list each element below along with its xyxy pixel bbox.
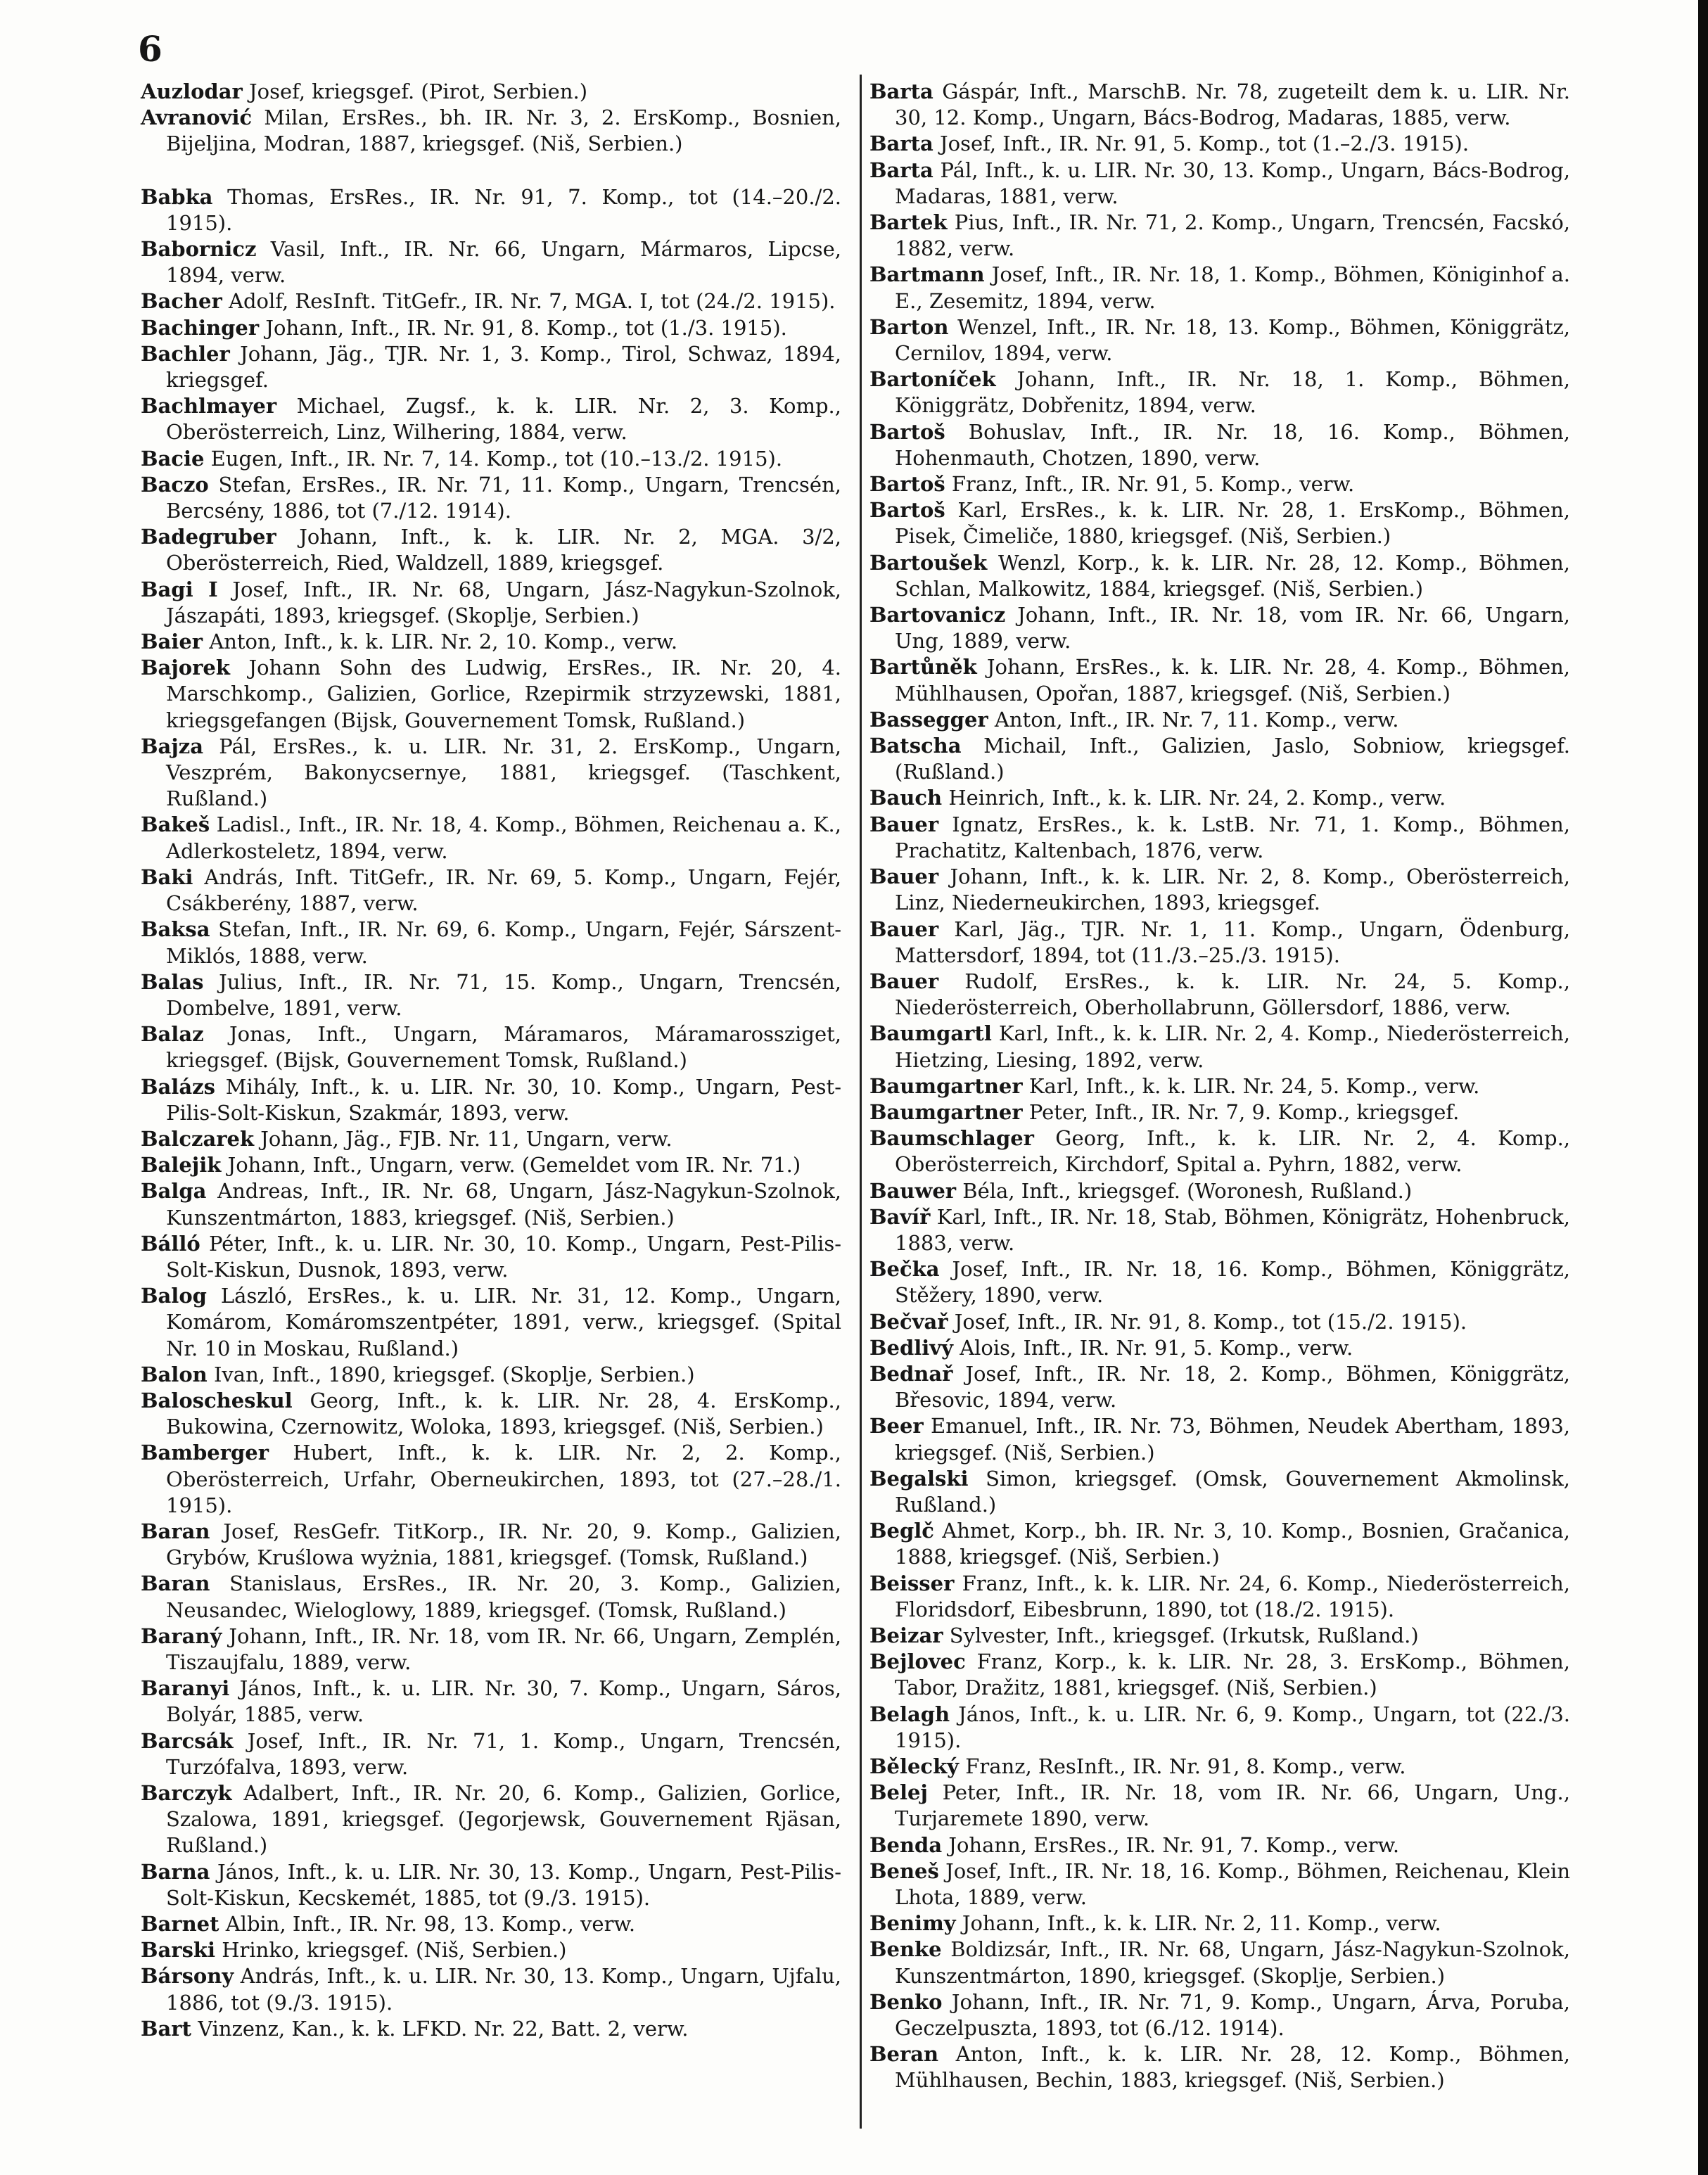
entry-surname: Barta [869,158,933,182]
entry-details: Anton, Inft., k. k. LIR. Nr. 28, 12. Komp., Böhmen, Mühlhausen, Bechin, 1883, kriegsgef. (Niš, Serbien.) [895,2042,1570,2093]
entry-surname: Beran [869,2042,939,2067]
entry-details: Albin, Inft., IR. Nr. 98, 13. Komp., verw. [219,1912,636,1937]
register-entry [141,1388,841,1440]
register-entry [141,1126,841,1152]
entry-surname: Avranović [141,106,253,130]
entry-details: András, Inft., k. u. LIR. Nr. 30, 13. Komp., Ungarn, Ujfalu, 1886, tot (9./3. 1915). [166,1964,841,2015]
register-entry [141,315,841,341]
entry-details: Josef, Inft., IR. Nr. 18, 16. Komp., Böhmen, Königgrätz, Stěžery, 1890, verw. [895,1257,1570,1308]
entry-details: Franz, Inft., IR. Nr. 91, 5. Komp., verw. [945,472,1355,497]
entry-details: Johann Sohn des Ludwig, ErsRes., IR. Nr. 20, 4. Marschkomp., Galizien, Gorlice, Rzepirmik strzyzewski, 1881, kriegsgefangen (Bijsk, Gouvernement Tomsk, Rußland.) [166,656,841,732]
right-column [869,79,1570,2094]
register-entry [141,105,841,157]
entry-surname: Baloscheskul [141,1388,293,1412]
register-entry [141,1440,841,1519]
register-entry [869,785,1570,811]
entry-details: Anton, Inft., IR. Nr. 7, 11. Komp., verw. [988,707,1399,732]
entry-surname: Bart [141,2016,191,2041]
entry-surname: Baran [141,1519,210,1543]
register-entry [141,446,841,472]
entry-surname: Bartoníček [869,367,996,392]
entry-details: Hrinko, kriegsgef. (Niš, Serbien.) [215,1938,567,1963]
entry-surname: Barnet [141,1912,219,1937]
entry-details: Boldizsár, Inft., IR. Nr. 68, Ungarn, Jász-Nagykun-Szolnok, Kunszentmárton, 1890, kriegsgef. (Skoplje, Serbien.) [895,1937,1570,1988]
register-entry [869,471,1570,497]
register-entry [869,1832,1570,1858]
register-entry [869,1361,1570,1413]
entry-details: János, Inft., k. u. LIR. Nr. 30, 7. Komp., Ungarn, Sáros, Bolyár, 1885, verw. [166,1676,841,1727]
entry-surname: Bartovanicz [869,603,1006,627]
register-entry [141,1780,841,1859]
entry-details: Heinrich, Inft., k. k. LIR. Nr. 24, 2. Komp., verw. [942,786,1446,810]
entry-details: Pál, ErsRes., k. u. LIR. Nr. 31, 2. ErsKomp., Ungarn, Veszprém, Bakonycsernye, 1881, kriegsgef. (Taschkent, Rußland.) [166,734,841,811]
entry-details: Karl, ErsRes., k. k. LIR. Nr. 28, 1. ErsKomp., Böhmen, Pisek, Čimeliče, 1880, kriegsgef. (Niš, Serbien.) [895,498,1570,549]
register-entry [869,79,1570,131]
register-entry [869,158,1570,210]
entry-details: Johann, Inft., IR. Nr. 18, vom IR. Nr. 66, Ungarn, Ung, 1889, verw. [895,603,1570,653]
entry-surname: Baksa [141,917,210,942]
entry-details: Stefan, ErsRes., IR. Nr. 71, 11. Komp., Ungarn, Trencsén, Bercsény, 1886, tot (7./12. 1914). [166,472,841,523]
entry-surname: Auzlodar [141,79,243,103]
register-entry [141,1728,841,1780]
entry-surname: Babka [141,184,213,209]
entry-surname: Benimy [869,1911,956,1936]
entry-details: Johann, Inft., k. k. LIR. Nr. 2, MGA. 3/2, Oberösterreich, Ried, Waldzell, 1889, kriegsgef. [166,525,841,575]
register-entry [869,1413,1570,1465]
entry-details: Johann, ErsRes., k. k. LIR. Nr. 28, 4. Komp., Böhmen, Mühlhausen, Opořan, 1887, kriegsgef. (Niš, Serbien.) [895,655,1570,706]
entry-details: Franz, Korp., k. k. LIR. Nr. 28, 3. ErsKomp., Böhmen, Tabor, Dražitz, 1881, kriegsgef. (Niš, Serbien.) [895,1650,1570,1700]
register-entry [869,602,1570,654]
register-entry [869,1099,1570,1125]
entry-surname: Bartůněk [869,655,977,680]
entry-surname: Baumgartner [869,1073,1023,1098]
entry-surname: Bachler [141,341,230,366]
register-entry [141,1963,841,2015]
register-entry [869,1911,1570,1937]
entry-details: Josef, Inft., IR. Nr. 18, 1. Komp., Böhmen, Königinhof a. E., Zesemitz, 1894, verw. [895,262,1570,313]
entry-surname: Bacher [141,289,222,314]
register-entry [141,1519,841,1571]
register-entry [869,1780,1570,1832]
entry-details: Pius, Inft., IR. Nr. 71, 2. Komp., Ungarn, Trencsén, Facskó, 1882, verw. [895,210,1570,261]
entry-details: Péter, Inft., k. u. LIR. Nr. 30, 10. Komp., Ungarn, Pest-Pilis-Solt-Kiskun, Dusnok, 1893, verw. [166,1231,841,1282]
register-entry [869,1518,1570,1570]
entry-details: Peter, Inft., IR. Nr. 7, 9. Komp., kriegsgef. [1022,1099,1460,1124]
entry-details: László, ErsRes., k. u. LIR. Nr. 31, 12. Komp., Ungarn, Komárom, Komáromszentpéter, 1891, verw., kriegsgef. (Spital Nr. 10 in Moskau, Rußland.) [166,1284,841,1360]
register-entry [141,629,841,655]
register-entry [869,314,1570,366]
entry-surname: Bečka [869,1257,940,1282]
register-entry [869,131,1570,157]
entry-surname: Bálló [141,1231,200,1256]
entry-surname: Bartoš [869,498,945,523]
entry-details: Johann, Inft., IR. Nr. 71, 9. Komp., Ungarn, Árva, Poruba, Geczelpuszta, 1893, tot (6./12. 1914). [895,1989,1570,2041]
register-entry [141,79,841,105]
entry-surname: Baumgartl [869,1021,992,1046]
entry-details: Johann, Inft., IR. Nr. 18, vom IR. Nr. 66, Ungarn, Zemplén, Tiszaujfalu, 1889, verw. [166,1624,841,1674]
entry-details: Vasil, Inft., IR. Nr. 66, Ungarn, Mármaros, Lipcse, 1894, verw. [166,237,841,288]
register-entry [869,1937,1570,1989]
entry-details: Johann, Inft., IR. Nr. 18, 1. Komp., Böhmen, Königgrätz, Dobřenitz, 1894, verw. [895,367,1570,418]
entry-details: Simon, kriegsgef. (Omsk, Gouvernement Akmolinsk, Rußland.) [895,1466,1570,1517]
entry-details: Johann, Inft., IR. Nr. 91, 8. Komp., tot (1./3. 1915). [259,315,787,340]
entry-surname: Balog [141,1284,207,1308]
entry-surname: Bartmann [869,262,985,287]
register-entry [141,1152,841,1178]
entry-surname: Bedlivý [869,1335,953,1360]
register-entry [869,210,1570,262]
register-entry [869,1073,1570,1099]
register-entry [869,497,1570,549]
entry-details: Jonas, Inft., Ungarn, Máramaros, Máramarossziget, kriegsgef. (Bijsk, Gouvernement Tomsk, Rußland.) [166,1022,841,1073]
entry-surname: Bakeš [141,812,210,837]
entry-details: Karl, Inft., k. k. LIR. Nr. 24, 5. Komp., verw. [1022,1073,1480,1098]
register-entry [869,654,1570,706]
register-entry [141,1676,841,1728]
register-entry [141,1362,841,1388]
entry-details: Karl, Inft., k. k. LIR. Nr. 2, 4. Komp., Niederösterreich, Hietzing, Liesing, 1892, verw. [895,1021,1570,1072]
entry-surname: Babornicz [141,237,257,262]
entry-surname: Bajza [141,734,204,758]
entry-details: Josef, ResGefr. TitKorp., IR. Nr. 20, 9. Komp., Galizien, Grybów, Kruślowa wyżnia, 1881, kriegsgef. (Tomsk, Rußland.) [166,1519,841,1570]
entry-details: Hubert, Inft., k. k. LIR. Nr. 2, 2. Komp., Oberösterreich, Urfahr, Oberneukirchen, 1893, tot (27.–28./1. 1915). [166,1441,841,1517]
entry-details: Johann, Jäg., TJR. Nr. 1, 3. Komp., Tirol, Schwaz, 1894, kriegsgef. [166,341,841,393]
register-entry [869,1754,1570,1780]
entry-details: Johann, Jäg., FJB. Nr. 11, Ungarn, verw. [254,1126,673,1151]
register-entry [141,2016,841,2042]
register-entry [141,812,841,864]
entry-surname: Bartoušek [869,550,988,575]
entry-details: Andreas, Inft., IR. Nr. 68, Ungarn, Jász-Nagykun-Szolnok, Kunszentmárton, 1883, kriegsgef. (Niš, Serbien.) [166,1179,841,1230]
register-entry [141,734,841,812]
entry-surname: Benko [869,1989,943,2014]
entry-surname: Beizar [869,1623,943,1647]
entry-details: Adolf, ResInft. TitGefr., IR. Nr. 7, MGA. I, tot (24./2. 1915). [222,289,836,314]
entry-details: Ladisl., Inft., IR. Nr. 18, 4. Komp., Böhmen, Reichenau a. K., Adlerkosteletz, 1894, verw. [166,812,841,863]
entry-details: Gáspár, Inft., MarschB. Nr. 78, zugeteilt dem k. u. LIR. Nr. 30, 12. Komp., Ungarn, Bács-Bodrog, Madaras, 1885, verw. [895,79,1570,130]
entry-surname: Bejlovec [869,1650,966,1674]
entry-surname: Bassegger [869,707,988,732]
entry-surname: Barski [141,1938,216,1963]
entry-surname: Bauch [869,786,943,810]
entry-details: Wenzl, Korp., k. k. LIR. Nr. 28, 12. Komp., Böhmen, Schlan, Malkowitz, 1884, kriegsgef. (Niš, Serbien.) [895,550,1570,601]
entry-surname: Balon [141,1362,208,1386]
entry-details: Michail, Inft., Galizien, Jaslo, Sobniow, kriegsgef. (Rußland.) [895,734,1570,784]
register-entry [869,1649,1570,1701]
entry-details: János, Inft., k. u. LIR. Nr. 6, 9. Komp., Ungarn, tot (22./3. 1915). [895,1702,1570,1752]
entry-details: Stanislaus, ErsRes., IR. Nr. 20, 3. Komp., Galizien, Neusandec, Wieloglowy, 1889, kriegsgef. (Tomsk, Rußland.) [166,1571,841,1622]
register-entry [869,419,1570,471]
register-entry [869,812,1570,864]
register-entry [141,1178,841,1230]
register-entry [869,917,1570,969]
entry-details: Josef, Inft., IR. Nr. 91, 8. Komp., tot (15./2. 1915). [948,1309,1467,1334]
entry-surname: Beisser [869,1571,955,1595]
entry-details: Eugen, Inft., IR. Nr. 7, 14. Komp., tot (10.–13./2. 1915). [204,446,783,471]
register-entry [141,1571,841,1623]
entry-details: Bohuslav, Inft., IR. Nr. 18, 16. Komp., Böhmen, Hohenmauth, Chotzen, 1890, verw. [895,419,1570,470]
entry-surname: Bachinger [141,315,260,340]
entry-surname: Baran [141,1571,210,1596]
entry-surname: Bamberger [141,1441,269,1465]
entry-surname: Baier [141,630,203,654]
register-entry [141,1074,841,1126]
register-entry [869,1178,1570,1204]
entry-surname: Badegruber [141,525,276,549]
entry-details: Karl, Jäg., TJR. Nr. 1, 11. Komp., Ungarn, Ödenburg, Mattersdorf, 1894, tot (11./3.–25./3. 1915). [895,917,1570,967]
register-entry [141,472,841,524]
entry-surname: Baumschlager [869,1126,1034,1151]
entry-details: Thomas, ErsRes., IR. Nr. 91, 7. Komp., tot (14.–20./2. 1915). [166,184,841,235]
register-entry [141,577,841,629]
entry-details: Wenzel, Inft., IR. Nr. 18, 13. Komp., Böhmen, Königgrätz, Cernilov, 1894, verw. [895,314,1570,366]
entry-surname: Balas [141,969,204,994]
entry-details: Josef, Inft., IR. Nr. 91, 5. Komp., tot (1.–2./3. 1915). [933,132,1470,156]
register-entry [869,1125,1570,1178]
entry-surname: Bavíř [869,1204,931,1229]
register-entry [141,917,841,969]
register-entry [141,524,841,576]
entry-details: Josef, Inft., IR. Nr. 18, 2. Komp., Böhmen, Königgrätz, Břesovic, 1894, verw. [895,1361,1570,1412]
register-entry [141,655,841,734]
entry-surname: Barcsák [141,1728,234,1753]
register-entry [869,366,1570,419]
entry-details: Franz, Inft., k. k. LIR. Nr. 24, 6. Komp., Niederösterreich, Floridsdorf, Eibesbrunn, 1890, tot (18./2. 1915). [895,1571,1570,1621]
entry-details: Anton, Inft., k. k. LIR. Nr. 2, 10. Komp., verw. [203,630,678,654]
entry-details: Josef, Inft., IR. Nr. 68, Ungarn, Jász-Nagykun-Szolnok, Jászapáti, 1893, kriegsgef. (Skoplje, Serbien.) [166,577,841,627]
register-entry [869,1309,1570,1335]
register-entry [869,733,1570,785]
register-entry [141,1231,841,1283]
entry-surname: Bauwer [869,1178,957,1203]
register-entry [869,707,1570,733]
entry-surname: Beglč [869,1519,934,1543]
entry-details: Ahmet, Korp., bh. IR. Nr. 3, 10. Komp., Bosnien, Gračanica, 1888, kriegsgef. (Niš, Serbien.) [895,1519,1570,1569]
register-entry [141,1021,841,1073]
entry-surname: Belej [869,1780,928,1805]
register-entry [869,1989,1570,2041]
entry-surname: Bacie [141,446,205,471]
entry-details: Johann, Inft., Ungarn, verw. (Gemeldet vom IR. Nr. 71.) [221,1153,801,1178]
register-entry [869,2041,1570,2093]
entry-details: Stefan, Inft., IR. Nr. 69, 6. Komp., Ungarn, Fejér, Sárszent-Miklós, 1888, verw. [166,917,841,968]
entry-surname: Benke [869,1937,942,1962]
entry-details: Johann, Inft., k. k. LIR. Nr. 2, 11. Komp., verw. [955,1911,1441,1936]
register-entry [141,1283,841,1362]
entry-details: Julius, Inft., IR. Nr. 71, 15. Komp., Ungarn, Trencsén, Dombelve, 1891, verw. [166,969,841,1020]
entry-details: Josef, Inft., IR. Nr. 18, 16. Komp., Böhmen, Reichenau, Klein Lhota, 1889, verw. [895,1858,1570,1910]
entry-surname: Bajorek [141,656,230,680]
register-entry [141,1624,841,1676]
register-entry [141,1937,841,1963]
entry-surname: Bednař [869,1361,953,1386]
entry-details: Georg, Inft., k. k. LIR. Nr. 28, 4. ErsKomp., Bukowina, Czernowitz, Woloka, 1893, kriegsgef. (Niš, Serbien.) [166,1388,841,1439]
entry-surname: Balga [141,1179,207,1204]
entry-details: Milan, ErsRes., bh. IR. Nr. 3, 2. ErsKomp., Bosnien, Bijeljina, Modran, 1887, kriegsgef. (Niš, Serbien.) [166,106,841,156]
entry-surname: Bělecký [869,1754,960,1778]
page-number: 6 [138,28,162,70]
entry-surname: Bartoš [869,419,945,444]
entry-details: Rudolf, ErsRes., k. k. LIR. Nr. 24, 5. Komp., Niederösterreich, Oberhollabrunn, Göllersdorf, 1886, verw. [895,969,1570,1020]
register-entry [869,1466,1570,1518]
entry-details: Johann, Inft., k. k. LIR. Nr. 2, 8. Komp., Oberösterreich, Linz, Niederneukirchen, 1893, kriegsgef. [895,865,1570,915]
entry-surname: Baki [141,865,193,889]
entry-details: Pál, Inft., k. u. LIR. Nr. 30, 13. Komp., Ungarn, Bács-Bodrog, Madaras, 1881, verw. [895,158,1570,208]
register-entry [869,262,1570,314]
entry-surname: Baumgartner [869,1099,1023,1124]
entry-details: Béla, Inft., kriegsgef. (Woronesh, Rußland.) [956,1178,1413,1203]
register-entry [869,1256,1570,1308]
register-entry [869,1021,1570,1073]
entry-surname: Balaz [141,1022,204,1047]
entry-surname: Barna [141,1859,210,1884]
register-entry [869,864,1570,916]
entry-surname: Balázs [141,1074,215,1099]
entry-surname: Bachlmayer [141,394,277,419]
register-entry [869,1571,1570,1623]
entry-details: Ignatz, ErsRes., k. k. LstB. Nr. 71, 1. Komp., Böhmen, Prachatitz, Kaltenbach, 1876, verw. [895,812,1570,862]
register-entry [141,288,841,314]
entry-details: Michael, Zugsf., k. k. LIR. Nr. 2, 3. Komp., Oberösterreich, Linz, Wilhering, 1884, verw. [166,394,841,445]
register-entry [869,1623,1570,1649]
register-entry [141,1859,841,1911]
register-entry [869,1702,1570,1754]
entry-surname: Begalski [869,1466,969,1491]
entry-details: Georg, Inft., k. k. LIR. Nr. 2, 4. Komp., Oberösterreich, Kirchdorf, Spital a. Pyhrn, 1882, verw. [895,1126,1570,1177]
entry-surname: Bartek [869,210,948,235]
register-entry [141,341,841,393]
entry-details: Emanuel, Inft., IR. Nr. 73, Böhmen, Neudek Abertham, 1893, kriegsgef. (Niš, Serbien.) [895,1414,1570,1465]
entry-details: Vinzenz, Kan., k. k. LFKD. Nr. 22, Batt. 2, verw. [191,2016,689,2041]
entry-surname: Baraný [141,1624,222,1648]
register-entry [869,550,1570,602]
register-entry [141,184,841,236]
entry-details: Alois, Inft., IR. Nr. 91, 5. Komp., verw. [952,1335,1353,1360]
register-entry [869,1335,1570,1361]
entry-surname: Barta [869,79,933,103]
entry-surname: Bársony [141,1964,234,1989]
entry-surname: Baranyi [141,1676,230,1701]
register-entry [141,865,841,917]
entry-details: András, Inft. TitGefr., IR. Nr. 69, 5. Komp., Ungarn, Fejér, Csákberény, 1887, verw. [166,865,841,916]
entry-surname: Beer [869,1414,924,1439]
entry-details: Sylvester, Inft., kriegsgef. (Irkutsk, Rußland.) [943,1623,1419,1647]
register-entry [869,969,1570,1021]
entry-surname: Beneš [869,1858,939,1883]
entry-surname: Bauer [869,865,939,889]
register-entry [869,1858,1570,1911]
entry-details: Josef, kriegsgef. (Pirot, Serbien.) [242,79,588,103]
entry-details: Franz, ResInft., IR. Nr. 91, 8. Komp., verw. [959,1754,1406,1778]
entry-surname: Bagi I [141,577,218,601]
register-entry [141,236,841,288]
entry-surname: Belagh [869,1702,950,1726]
entry-surname: Barton [869,314,949,339]
entry-details: Peter, Inft., IR. Nr. 18, vom IR. Nr. 66, Ungarn, Ung., Turjaremete 1890, verw. [895,1780,1570,1831]
entry-surname: Bauer [869,969,939,993]
entry-details: Mihály, Inft., k. u. LIR. Nr. 30, 10. Komp., Ungarn, Pest-Pilis-Solt-Kiskun, Szakmár, 1893, verw. [166,1074,841,1125]
entry-surname: Bečvař [869,1309,948,1334]
entry-details: Karl, Inft., IR. Nr. 18, Stab, Böhmen, Königrätz, Hohenbruck, 1883, verw. [895,1204,1570,1255]
register-entry [869,1204,1570,1256]
entry-details: János, Inft., k. u. LIR. Nr. 30, 13. Komp., Ungarn, Pest-Pilis-Solt-Kiskun, Kecskemét, 1885, tot (9./3. 1915). [166,1859,841,1910]
register-entry [141,393,841,445]
entry-surname: Barta [869,132,933,156]
column-divider [860,75,862,2129]
entry-surname: Baczo [141,472,209,497]
entry-surname: Barczyk [141,1781,232,1805]
entry-details: Adalbert, Inft., IR. Nr. 20, 6. Komp., Galizien, Gorlice, Szalowa, 1891, kriegsgef. (Jegorjewsk, Gouvernement Rjäsan, Rußland.) [166,1781,841,1858]
entry-surname: Balczarek [141,1126,255,1151]
register-entry [141,969,841,1021]
entry-details: Ivan, Inft., 1890, kriegsgef. (Skoplje, Serbien.) [207,1362,695,1386]
entry-surname: Bauer [869,812,939,836]
entry-surname: Bauer [869,917,939,941]
entry-surname: Batscha [869,734,962,758]
entry-surname: Balejik [141,1153,222,1178]
left-column [141,79,841,2042]
entry-surname: Benda [869,1832,943,1857]
register-entry [141,1911,841,1937]
page-edge [1698,0,1708,2175]
entry-surname: Bartoš [869,472,945,497]
entry-details: Josef, Inft., IR. Nr. 71, 1. Komp., Ungarn, Trencsén, Turzófalva, 1893, verw. [166,1728,841,1779]
entry-details: Johann, ErsRes., IR. Nr. 91, 7. Komp., verw. [942,1832,1400,1857]
